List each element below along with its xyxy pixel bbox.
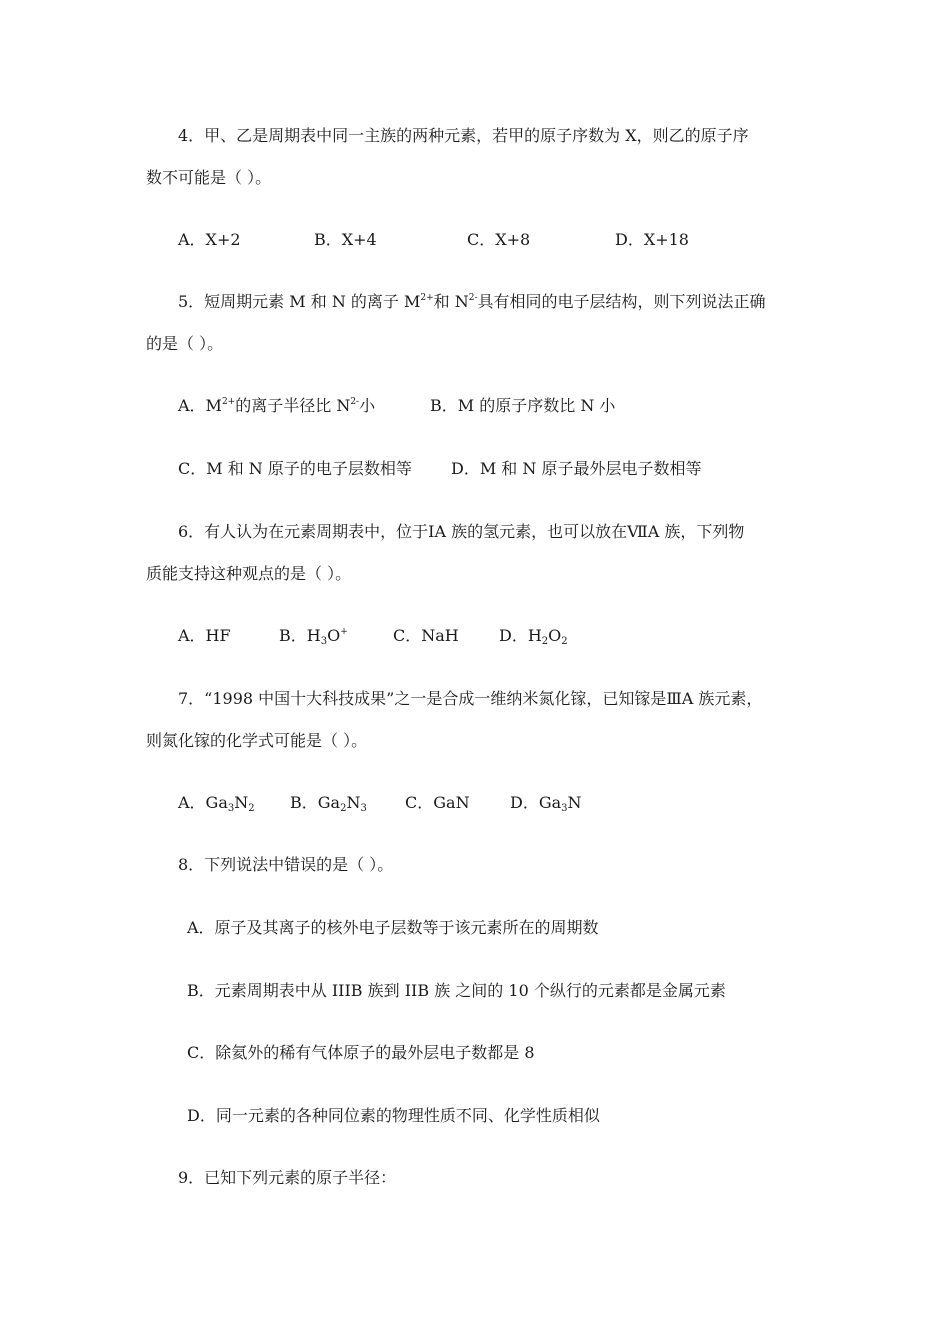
- q6-option-b: B．$H_3O^+$: [279, 626, 348, 647]
- q8-option-b: B．元素周期表中从 IIIB 族到 IIB 族 之间的 10 个纵行的元素都是金属元素: [187, 981, 726, 1000]
- q4-option-a: A．X+2: [178, 230, 241, 249]
- q4-stem-line2: 数不可能是（ ）。: [146, 168, 272, 187]
- q7-stem-line1: 7．“1998 中国十大科技成果”之一是合成一维纳米氮化镓，已知镓是ⅢA 族元素，: [178, 689, 763, 708]
- q6-option-a: A．HF: [178, 626, 231, 645]
- q5-stem-line1: 5．短周期元素 M 和 N 的离子 $M^{2+}$和 $N^{2-}$具有相同的电子层结构，则下列说法正确: [178, 292, 766, 311]
- q5-option-a: A．$M^{2+}$的离子半径比 $N^{2-}$小: [178, 396, 376, 415]
- q5-stem-line2: 的是（ ）。: [146, 334, 224, 353]
- q4-option-d: D．X+18: [615, 230, 689, 249]
- q5-option-c: C．M 和 N 原子的电子层数相等: [178, 459, 412, 478]
- q8-option-c: C．除氦外的稀有气体原子的最外层电子数都是 8: [187, 1043, 535, 1062]
- q5-option-b: B．M 的原子序数比 N 小: [430, 396, 616, 415]
- q7-option-a: A．$Ga_3N_2$: [178, 793, 255, 814]
- q7-option-b: B．$Ga_2N_3$: [290, 793, 367, 814]
- q4-option-c: C．X+8: [467, 230, 531, 249]
- q8-option-d: D．同一元素的各种同位素的物理性质不同、化学性质相似: [187, 1106, 600, 1125]
- q5-option-d: D．M 和 N 原子最外层电子数相等: [451, 459, 702, 478]
- q4-option-b: B．X+4: [314, 230, 377, 249]
- q6-option-c: C．NaH: [393, 626, 459, 645]
- q4-stem-line1: 4．甲、乙是周期表中同一主族的两种元素，若甲的原子序数为 X，则乙的原子序: [178, 126, 749, 145]
- q6-stem-line2: 质能支持这种观点的是（ ）。: [146, 564, 352, 583]
- q8-option-a: A．原子及其离子的核外电子层数等于该元素所在的周期数: [187, 918, 599, 937]
- q7-option-d: D．$Ga_3N$: [510, 793, 582, 814]
- q7-option-c: C．GaN: [405, 793, 470, 812]
- q7-stem-line2: 则氮化镓的化学式可能是（ ）。: [146, 731, 368, 750]
- q9-stem: 9．已知下列元素的原子半径：: [178, 1168, 397, 1187]
- q6-stem-line1: 6．有人认为在元素周期表中，位于ⅠA 族的氢元素，也可以放在ⅦA 族，下列物: [178, 522, 745, 541]
- q6-option-d: D．$H_2O_2$: [499, 626, 568, 647]
- q8-stem: 8．下列说法中错误的是（ ）。: [178, 855, 394, 874]
